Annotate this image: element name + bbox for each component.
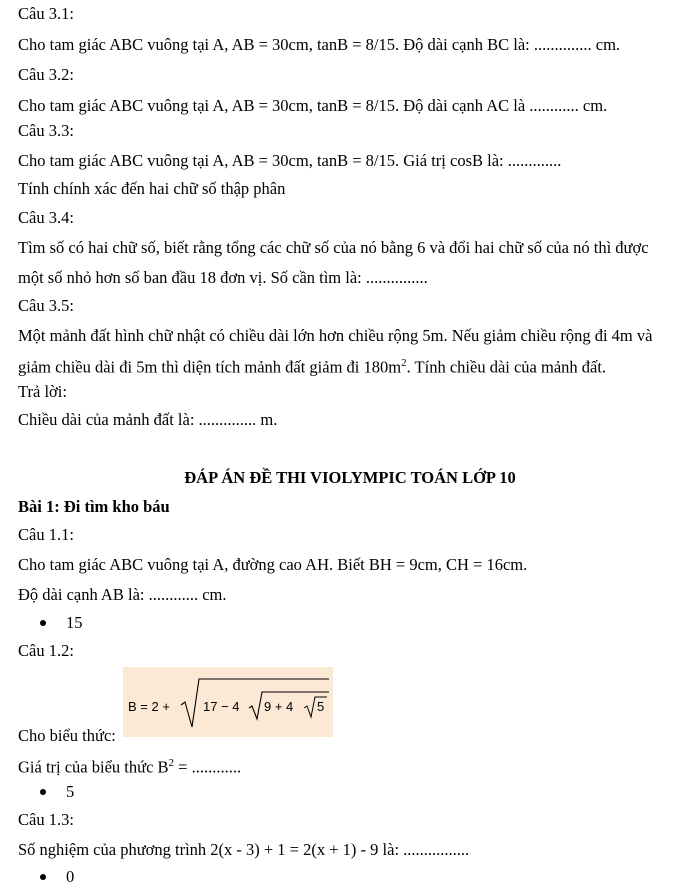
answer-line: Chiều dài của mảnh đất là: .............. m. [18, 410, 278, 429]
question-1-3-answer-value: 0 [66, 867, 75, 886]
question-3-5-sup: 2 [401, 357, 407, 369]
question-3-4-text-line1: Tìm số có hai chữ số, biết rằng tổng các chữ số của nó bằng 6 và đổi hai chữ số của nó thì được [18, 238, 649, 257]
answer-section-title: ĐÁP ÁN ĐỀ THI VIOLYMPIC TOÁN LỚP 10 [184, 468, 516, 487]
bai-1-title: Bài 1: Đi tìm kho báu [18, 497, 170, 516]
question-1-1-answer [40, 613, 83, 633]
bullet-icon [40, 789, 46, 795]
question-3-2-label: Câu 3.2: [18, 65, 74, 84]
question-3-5-text-line2 [18, 353, 606, 378]
question-1-2-answer-value: 5 [66, 782, 75, 801]
question-3-5-text-before: giảm chiều dài đi 5m thì diện tích mảnh đất giảm đi 180m [18, 357, 402, 377]
question-1-2-answer [40, 782, 74, 802]
question-1-2-value-before: Giá trị của biểu thức B [18, 757, 169, 777]
question-1-2-value-line [18, 753, 241, 778]
question-3-1-text: Cho tam giác ABC vuông tại A, AB = 30cm, tanB = 8/15. Độ dài cạnh BC là: .............. cm. [18, 35, 621, 54]
formula-lhs: B = 2 + [128, 699, 170, 714]
question-1-2-value-after: = ............ [174, 757, 242, 777]
question-1-1-line2: Độ dài cạnh AB là: ............ cm. [18, 585, 227, 604]
bullet-icon [40, 620, 46, 626]
question-1-2-expression-label: Cho biểu thức: [18, 726, 116, 745]
question-3-3-label: Câu 3.3: [18, 121, 74, 140]
question-3-2-text: Cho tam giác ABC vuông tại A, AB = 30cm, tanB = 8/15. Độ dài cạnh AC là ............ cm. [18, 96, 608, 115]
question-3-4-text-line2: một số nhỏ hơn số ban đầu 18 đơn vị. Số cần tìm là: ............... [18, 268, 428, 287]
answer-label: Trả lời: [18, 382, 67, 401]
question-1-3-line1: Số nghiệm của phương trình 2(x - 3) + 1 = 2(x + 1) - 9 là: ................ [18, 840, 470, 859]
question-3-5-text-line1: Một mảnh đất hình chữ nhật có chiều dài lớn hơn chiều rộng 5m. Nếu giảm chiều rộng đi 4m và [18, 326, 653, 345]
bullet-icon [40, 874, 46, 880]
question-3-4-label: Câu 3.4: [18, 208, 74, 227]
question-1-2-label: Câu 1.2: [18, 641, 74, 660]
formula-5: 5 [317, 699, 325, 714]
question-3-5-label: Câu 3.5: [18, 296, 74, 315]
question-1-1-answer-value: 15 [66, 613, 83, 632]
question-1-2-sup: 2 [168, 757, 175, 769]
formula-17: 17 − 4 [203, 699, 240, 714]
question-1-3-answer [40, 867, 74, 887]
question-3-5-text-after: . Tính chiều dài của mảnh đất. [406, 357, 607, 377]
question-1-1-label: Câu 1.1: [18, 525, 74, 544]
question-3-3-note: Tính chính xác đến hai chữ số thập phân [18, 179, 286, 198]
formula-image [123, 667, 333, 737]
question-1-1-line1: Cho tam giác ABC vuông tại A, đường cao AH. Biết BH = 9cm, CH = 16cm. [18, 555, 528, 574]
question-3-3-text: Cho tam giác ABC vuông tại A, AB = 30cm, tanB = 8/15. Giá trị cosB là: ............. [18, 151, 562, 170]
question-3-1-label: Câu 3.1: [18, 4, 74, 23]
question-1-3-label: Câu 1.3: [18, 810, 74, 829]
formula-9: 9 + 4 [264, 699, 294, 714]
